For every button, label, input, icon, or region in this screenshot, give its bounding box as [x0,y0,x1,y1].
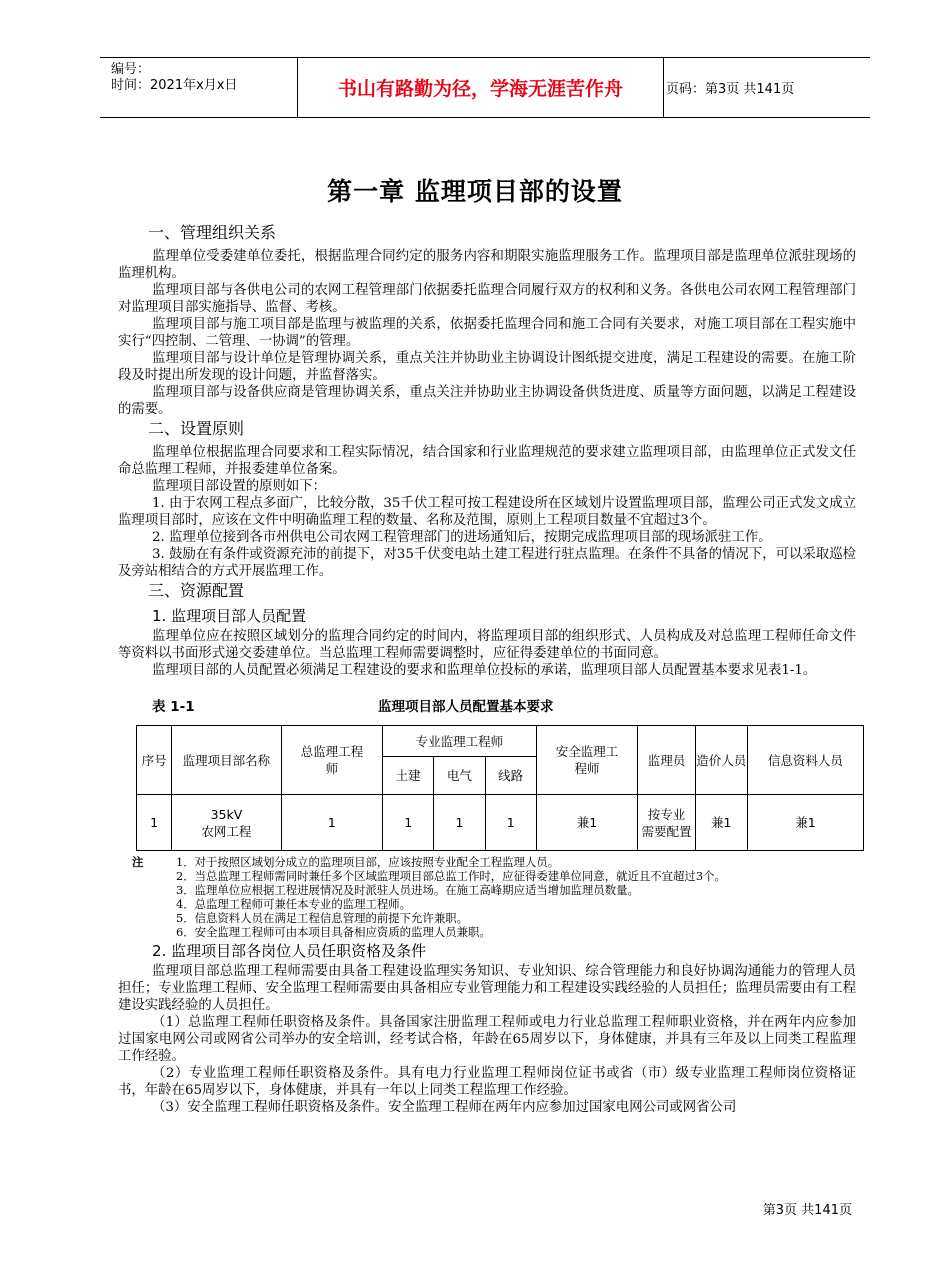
cell-name-line1: 35kV [210,806,243,822]
header-page-info: 页码：第3页 共141页 [666,82,795,97]
paragraph: 监理项目部与施工项目部是监理与被监理的关系，依据委托监理合同和施工合同有关要求，对施工项目部在工程实施中实行“四控制、二管理、一协调”的管理。 [118,317,856,349]
th-supervisor: 监理员 [638,726,695,795]
section-heading: 二、设置原则 [148,419,245,438]
cell-name [172,795,281,851]
paragraph: 监理项目部设置的原则如下： [152,479,327,494]
table-title: 监理项目部人员配置基本要求 [378,699,554,715]
paragraph: 监理单位应在按照区域划分的监理合同约定的时间内，将监理项目部的组织形式、人员构成及对总监理工程师任命文件等资料以书面形式递交委建单位。当总监理工程师需要调整时，应征得委建单位的书面同意。 [118,629,856,661]
note-item: 3．监理单位应根据工程进展情况及时派驻人员进场。在施工高峰期应适当增加监理员数量。 [176,883,639,897]
note-item: 4．总监理工程师可兼任本专业的监理工程师。 [176,897,412,911]
th-safety: 安全监理工程师 [536,726,637,795]
table-row [137,795,864,851]
th-info: 信息资料人员 [747,726,863,795]
chapter-title: 第一章 监理项目部的设置 [327,177,623,206]
header-number: 编号： [111,62,151,77]
note-item: 2．当总监理工程师需同时兼任多个区域监理项目部总监工作时，应征得委建单位同意，就近且不宜超过3个。 [176,869,726,883]
paragraph: 监理项目部的人员配置必须满足工程建设的要求和监理单位投标的承诺，监理项目部人员配置基本要求见表1-1。 [152,663,817,678]
page-header [100,57,870,118]
cell-supervisor-line2: 需要配置 [641,823,692,839]
header-meta [100,58,297,117]
table-caption [118,695,856,715]
th-civil: 土建 [383,757,434,795]
cell-cost: 兼1 [695,795,747,851]
cell-chief: 1 [281,795,382,851]
table-notes [118,855,856,939]
note-item: 6．安全监理工程师可由本项目具备相应资质的监理人员兼职。 [176,925,491,939]
th-seq: 序号 [137,726,172,795]
cell-line: 1 [485,795,536,851]
cell-info: 兼1 [747,795,863,851]
th-line: 线路 [485,757,536,795]
cell-supervisor-line1: 按专业 [647,806,686,822]
paragraph: 3. 鼓励在有条件或资源充沛的前提下，对35千伏变电站土建工程进行驻点监理。在条件不具备的情况下，可以采取巡检及旁站相结合的方式开展监理工作。 [118,547,856,579]
paragraph: （2）专业监理工程师任职资格及条件。具有电力行业监理工程师岗位证书或省（市）级专业监理工程师岗位资格证书，年龄在65周岁以下，身体健康，并具有一年以上同类工程监理工作经验。 [118,1066,856,1098]
cell-civil: 1 [383,795,434,851]
page-footer: 第3页 共141页 [762,1203,852,1218]
cell-safety: 兼1 [536,795,637,851]
header-motto: 书山有路勤为径，学海无涯苦作舟 [297,58,664,117]
notes-label: 注 [132,855,144,869]
note-item: 1．对于按照区域划分成立的监理项目部，应该按照专业配全工程监理人员。 [176,855,560,869]
subsection-heading: 1. 监理项目部人员配置 [152,607,307,625]
paragraph: 监理项目部与设备供应商是管理协调关系，重点关注并协助业主协调设备供货进度、质量等方面问题，以满足工程建设的需要。 [118,385,856,417]
paragraph: （3）安全监理工程师任职资格及条件。安全监理工程师在两年内应参加过国家电网公司或网省公司 [152,1100,737,1115]
paragraph: 监理项目部与设计单位是管理协调关系，重点关注并协助业主协调设计图纸提交进度，满足工程建设的需要。在施工阶段及时提出所发现的设计问题，并监督落实。 [118,351,856,383]
paragraph: 1. 由于农网工程点多面广，比较分散，35千伏工程可按工程建设所在区域划片设置监理项目部，监理公司正式发文成立监理项目部时，应该在文件中明确监理工程的数量、名称及范围，原则上工程项目数量不宜超过3个。 [118,496,856,528]
note-item: 5．信息资料人员在满足工程信息管理的前提下允许兼职。 [176,911,469,925]
cell-seq: 1 [137,795,172,851]
th-name: 监理项目部名称 [172,726,281,795]
cell-name-line2: 农网工程 [201,823,252,839]
section-heading: 三、资源配置 [148,581,245,600]
th-cost: 造价人员 [695,726,747,795]
cell-electric: 1 [434,795,485,851]
staffing-table [136,725,864,851]
table-number: 表 1-1 [152,699,195,715]
paragraph: 监理项目部总监理工程师需要由具备工程建设监理实务知识、专业知识、综合管理能力和良好协调沟通能力的管理人员担任；专业监理工程师、安全监理工程师需要由具备相应专业管理能力和工程建设实践经验的人员担任；监理员需要由有工程建设实践经验的人员担任。 [118,964,856,1013]
paragraph: 2. 监理单位接到各市州供电公司农网工程管理部门的进场通知后，按期完成监理项目部的现场派驻工作。 [152,530,772,545]
header-time: 时间：2021年x月x日 [111,78,238,93]
th-chief: 总监理工程师 [281,726,382,795]
paragraph: 监理项目部与各供电公司的农网工程管理部门依据委托监理合同履行双方的权利和义务。各供电公司农网工程管理部门对监理项目部实施指导、监督、考核。 [118,283,856,315]
paragraph: （1）总监理工程师任职资格及条件。具备国家注册监理工程师或电力行业总监理工程师职业资格，并在两年内应参加过国家电网公司或网省公司举办的安全培训，经考试合格，年龄在65周岁以下，身体健康，并具有三年及以上同类工程监理工作经验。 [118,1015,856,1064]
paragraph: 监理单位受委建单位委托，根据监理合同约定的服务内容和期限实施监理服务工作。监理项目部是监理单位派驻现场的监理机构。 [118,249,856,281]
th-specialty: 专业监理工程师 [383,726,537,757]
cell-supervisor [638,795,695,851]
paragraph: 监理单位根据监理合同要求和工程实际情况，结合国家和行业监理规范的要求建立监理项目部，由监理单位正式发文任命总监理工程师，并报委建单位备案。 [118,445,856,477]
section-heading: 一、管理组织关系 [148,223,277,242]
document-body [118,222,856,1116]
subsection-heading: 2. 监理项目部各岗位人员任职资格及条件 [152,942,427,960]
th-electric: 电气 [434,757,485,795]
